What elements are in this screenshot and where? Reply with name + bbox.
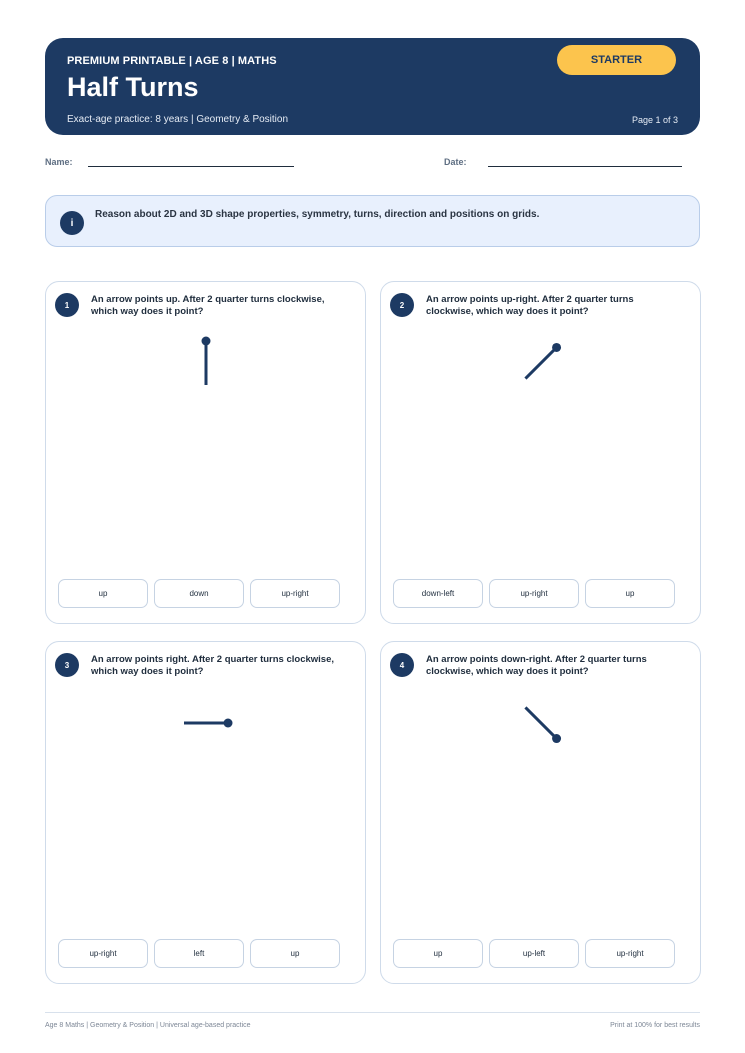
question-text: An arrow points right. After 2 quarter turns clockwise, which way does it point? [91,654,334,677]
answer-option[interactable]: up [58,579,148,608]
worksheet-header [45,38,700,135]
answer-option[interactable]: up-right [489,579,579,608]
arrow-head-dot [552,734,561,743]
info-icon: i [60,211,84,235]
question-text: An arrow points up. After 2 quarter turns clockwise, which way does it point? [91,294,325,317]
question-card [45,641,366,984]
answer-option[interactable]: up-right [585,939,675,968]
name-line[interactable] [88,166,294,167]
header-subtitle: Exact-age practice: 8 years | Geometry & Position [67,114,289,125]
question-number: 3 [55,653,79,677]
answer-option[interactable]: up-left [489,939,579,968]
answer-option[interactable]: down-left [393,579,483,608]
answer-option[interactable]: up [250,939,340,968]
arrow-shaft [525,347,556,378]
arrow-head-dot [224,719,233,728]
answer-option[interactable]: left [154,939,244,968]
answer-option[interactable]: up-right [250,579,340,608]
question-card [45,281,366,624]
question-card [380,281,701,624]
info-text: Reason about 2D and 3D shape properties, symmetry, turns, direction and positions on grids. [95,209,540,220]
footer-divider [45,1012,700,1013]
question-text: An arrow points down-right. After 2 quarter turns clockwise, which way does it point? [426,654,647,677]
arrow-diagram [381,282,702,625]
answer-option[interactable]: down [154,579,244,608]
page-number: Page 1 of 3 [631,115,678,125]
footer-print-note: Print at 100% for best results [610,1022,700,1029]
question-card [380,641,701,984]
arrow-shaft [525,707,556,738]
arrow-diagram [46,642,367,985]
question-number: 2 [390,293,414,317]
name-label: Name: [45,157,73,167]
date-label: Date: [444,157,467,167]
level-badge: STARTER [557,45,676,75]
header-eyebrow: PREMIUM PRINTABLE | AGE 8 | MATHS [67,55,277,67]
page-title: Half Turns [67,72,199,102]
answer-option[interactable]: up-right [58,939,148,968]
answer-option[interactable]: up [393,939,483,968]
answer-option[interactable]: up [585,579,675,608]
question-text: An arrow points up-right. After 2 quarter turns clockwise, which way does it point? [426,294,634,317]
info-box [45,195,700,247]
arrow-head-dot [552,343,561,352]
footer-text: Age 8 Maths | Geometry & Position | Universal age-based practice [45,1022,251,1029]
arrow-diagram [46,282,367,625]
arrow-diagram [381,642,702,985]
question-number: 4 [390,653,414,677]
arrow-head-dot [202,337,211,346]
question-number: 1 [55,293,79,317]
date-line[interactable] [488,166,682,167]
